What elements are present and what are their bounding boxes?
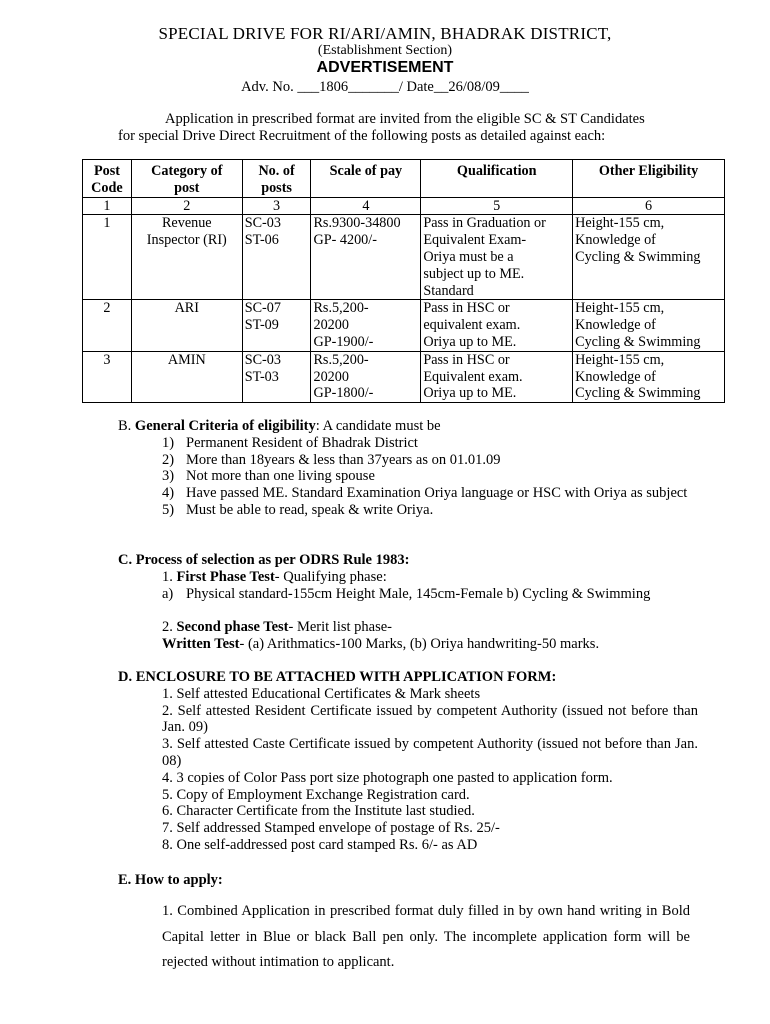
enclosure-list [118,686,698,854]
list-item: 5) Must be able to read, speak & write Oriya. [162,501,434,518]
table-cell-category: ARI [131,300,242,351]
table-row [83,351,725,402]
list-item: 6. Character Certificate from the Institute last studied. [162,803,475,820]
how-to-apply-text: 1. Combined Application in prescribed format duly filled in by own hand writing in Bold Capital letter in Blue or black Ball pen only. The incomplete application form will be rejected without intimation to applicant. [162,903,690,970]
list-item: 3) Not more than one living spouse [162,468,375,485]
table-cell: 2 [131,197,242,215]
table-cell: 5 [421,197,573,215]
table-cell-other: Height-155 cm, Knowledge of Cycling & Swimming [573,300,725,351]
list-item: 4. 3 copies of Color Pass port size photograph one pasted to application form. [162,769,613,786]
list-item: 4) Have passed ME. Standard Examination Oriya language or HSC with Oriya as subject [162,485,688,502]
table-cell-qualification: Pass in Graduation or Equivalent Exam- Oriya must be a subject up to ME. Standard [421,215,573,300]
table-cell: 6 [573,197,725,215]
header-category: Category of post [131,160,242,198]
section-d-heading: D. ENCLOSURE TO BE ATTACHED WITH APPLICATION FORM: [118,669,557,685]
section-e-heading: E. How to apply: [118,872,223,888]
list-item: 5. Copy of Employment Exchange Registration card. [162,786,470,803]
table-row [83,215,725,300]
header-post-code: Post Code [83,160,132,198]
first-phase-line: 1. First Phase Test- Qualifying phase: [162,568,387,585]
list-item: 1) Permanent Resident of Bhadrak District [162,434,418,451]
list-item: 1. Self attested Educational Certificates & Mark sheets [162,685,481,702]
table-column-number-row [83,197,725,215]
table-cell-scale: Rs.5,200- 20200 GP-1800/- [311,351,421,402]
intro-line-1: Application in prescribed format are invited from the eligible SC & ST Candidates [165,111,645,127]
section-b [118,418,698,519]
table-cell-code: 1 [83,215,132,300]
table-cell: 4 [311,197,421,215]
table-row [83,300,725,351]
header-number-of-posts: No. of posts [242,160,311,198]
table-cell-code: 3 [83,351,132,402]
advertisement-heading: ADVERTISEMENT [316,59,454,76]
table-cell-category: AMIN [131,351,242,402]
table-cell-other: Height-155 cm, Knowledge of Cycling & Swimming [573,215,725,300]
header-scale-of-pay: Scale of pay [311,160,421,198]
header-other-eligibility: Other Eligibility [573,160,725,198]
list-item: 2) More than 18years & less than 37years as on 01.01.09 [162,451,501,468]
list-item: 3. Self attested Caste Certificate issued by competent Authority (issued not before than Jan. 08) [162,736,698,769]
section-e [118,872,698,889]
table-cell-code: 2 [83,300,132,351]
written-test-line: Written Test- (a) Arithmatics-100 Marks, (b) Oriya handwriting-50 marks. [162,635,600,652]
section-c [118,552,698,653]
table-cell-other: Height-155 cm, Knowledge of Cycling & Swimming [573,351,725,402]
table-cell-number: SC-03 ST-06 [242,215,311,300]
first-phase-item: a) Physical standard-155cm Height Male, 145cm-Female b) Cycling & Swimming [162,585,651,602]
table-cell-scale: Rs.9300-34800 GP- 4200/- [311,215,421,300]
intro-line-2: for special Drive Direct Recruitment of the following posts as detailed against each: [118,128,606,144]
table-cell: 3 [242,197,311,215]
section-c-heading: C. Process of selection as per ODRS Rule 1983: [118,552,410,568]
eligibility-list [118,435,698,519]
table-header-row [83,160,725,198]
table-cell: 1 [83,197,132,215]
second-phase-line: 2. Second phase Test- Merit list phase- [162,619,393,636]
table-cell-qualification: Pass in HSC or Equivalent exam. Oriya up to ME. [421,351,573,402]
table-cell-number: SC-07 ST-09 [242,300,311,351]
document-title: SPECIAL DRIVE FOR RI/ARI/AMIN, BHADRAK DISTRICT, [158,24,612,43]
table-cell-number: SC-03 ST-03 [242,351,311,402]
list-item: 2. Self attested Resident Certificate issued by competent Authority (issued not before than Jan. 09) [162,702,698,736]
list-item: 7. Self addressed Stamped envelope of postage of Rs. 25/- [162,820,500,837]
section-d [118,669,698,854]
table-cell-qualification: Pass in HSC or equivalent exam. Oriya up to ME. [421,300,573,351]
posts-table [82,159,725,403]
list-item: 8. One self-addressed post card stamped Rs. 6/- as AD [162,836,478,853]
section-b-heading: B. General Criteria of eligibility: A candidate must be [118,418,441,434]
adv-number-line: Adv. No. ___1806_______/ Date__26/08/09____ [241,79,529,95]
header-qualification: Qualification [421,160,573,198]
table-cell-scale: Rs.5,200- 20200 GP-1900/- [311,300,421,351]
section-subtitle: (Establishment Section) [317,43,453,58]
table-cell-category: Revenue Inspector (RI) [131,215,242,300]
